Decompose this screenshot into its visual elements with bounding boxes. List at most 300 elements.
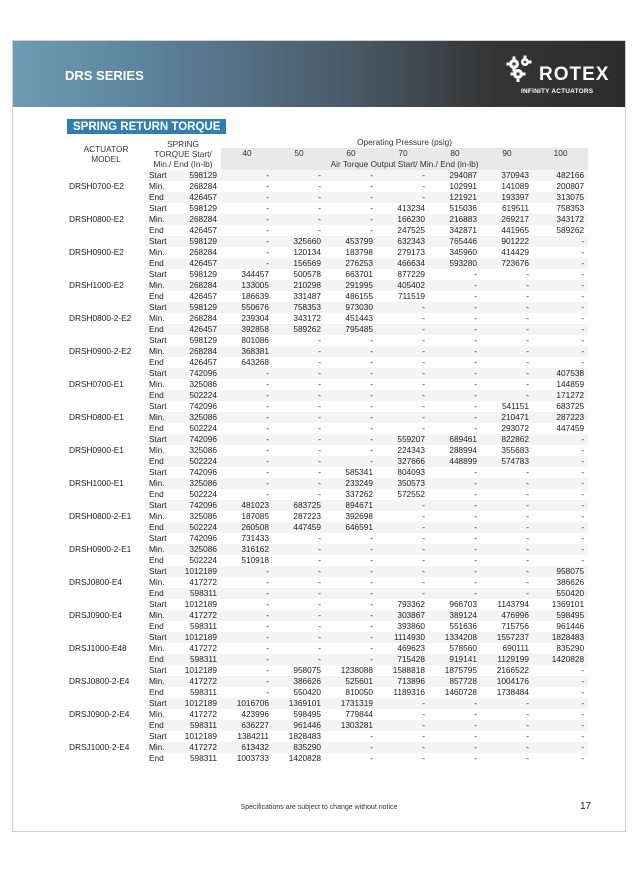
table-row [67, 610, 588, 621]
air-torque-value: - [481, 390, 533, 401]
air-torque-value: 407538 [533, 368, 588, 379]
air-torque-value: - [533, 434, 588, 445]
air-torque-value: - [377, 401, 429, 412]
spring-torque-value: 1012189 [182, 566, 221, 577]
rotex-logo [501, 55, 610, 99]
air-torque-value: - [533, 346, 588, 357]
air-torque-value: - [273, 335, 325, 346]
page-panel [12, 40, 626, 832]
air-torque-value: 1189316 [377, 687, 429, 698]
torque-point-label: Start [145, 599, 182, 610]
air-torque-value: - [533, 489, 588, 500]
spring-torque-value: 325086 [182, 511, 221, 522]
air-torque-value: 291995 [325, 280, 377, 291]
air-torque-value: - [533, 511, 588, 522]
footer-note: Specifications are subject to change without notice [240, 804, 398, 811]
air-torque-value: - [429, 467, 481, 478]
air-torque-value: - [377, 544, 429, 555]
air-torque-value: - [325, 170, 377, 181]
air-torque-value: - [429, 489, 481, 500]
air-torque-value: - [533, 731, 588, 742]
air-torque-value: 342871 [429, 225, 481, 236]
air-torque-value: - [273, 390, 325, 401]
model-name: DRSJ0800-2-E4 [67, 665, 145, 698]
table-row [67, 324, 588, 335]
air-torque-value: - [325, 753, 377, 764]
air-torque-value: 632343 [377, 236, 429, 247]
torque-point-label: End [145, 390, 182, 401]
table-row [67, 522, 588, 533]
air-torque-value: 447459 [533, 423, 588, 434]
air-torque-value: - [481, 280, 533, 291]
air-torque-value: - [273, 599, 325, 610]
air-torque-value: 193397 [481, 192, 533, 203]
spring-torque-value: 426457 [182, 324, 221, 335]
spring-torque-value: 268284 [182, 214, 221, 225]
air-torque-value: - [273, 434, 325, 445]
air-torque-value: - [325, 225, 377, 236]
air-torque-value: 643268 [221, 357, 273, 368]
air-torque-value: - [221, 258, 273, 269]
air-torque-value: - [377, 698, 429, 709]
air-torque-value: 1588818 [377, 665, 429, 676]
air-torque-value: 961446 [273, 720, 325, 731]
air-torque-value: - [481, 500, 533, 511]
air-torque-value: - [377, 368, 429, 379]
air-torque-value: - [273, 643, 325, 654]
spring-torque-value: 502224 [182, 456, 221, 467]
air-torque-value: - [429, 742, 481, 753]
air-torque-value: - [429, 522, 481, 533]
air-torque-value: - [325, 357, 377, 368]
air-torque-value: - [377, 588, 429, 599]
air-torque-value: - [325, 181, 377, 192]
air-torque-value: 343172 [273, 313, 325, 324]
air-torque-value: - [533, 456, 588, 467]
table-row [67, 346, 588, 357]
torque-point-label: End [145, 555, 182, 566]
air-torque-value: - [533, 709, 588, 720]
torque-point-label: Min. [145, 544, 182, 555]
spring-torque-value: 598311 [182, 654, 221, 665]
air-torque-value: - [481, 577, 533, 588]
air-torque-value: - [533, 698, 588, 709]
table-row [67, 709, 588, 720]
torque-point-label: Min. [145, 742, 182, 753]
table-row [67, 577, 588, 588]
air-torque-value: - [221, 412, 273, 423]
air-torque-value: 919141 [429, 654, 481, 665]
air-torque-value: 572552 [377, 489, 429, 500]
torque-point-label: End [145, 588, 182, 599]
air-torque-value: - [481, 346, 533, 357]
air-torque-value: 133005 [221, 280, 273, 291]
air-torque-value: 550676 [221, 302, 273, 313]
spring-torque-value: 417272 [182, 643, 221, 654]
air-torque-value: 1738484 [481, 687, 533, 698]
air-torque-value: 619511 [481, 203, 533, 214]
spring-torque-value: 1012189 [182, 665, 221, 676]
air-torque-value: 758353 [533, 203, 588, 214]
air-torque-value: 589262 [533, 225, 588, 236]
torque-point-label: Min. [145, 214, 182, 225]
air-torque-value: 1828483 [533, 632, 588, 643]
torque-point-label: Min. [145, 412, 182, 423]
spring-torque-value: 268284 [182, 247, 221, 258]
air-torque-value: - [377, 742, 429, 753]
air-torque-value: 683725 [273, 500, 325, 511]
table-row [67, 566, 588, 577]
table-row [67, 379, 588, 390]
torque-point-label: Start [145, 368, 182, 379]
air-torque-value: - [533, 544, 588, 555]
air-torque-value: 476996 [481, 610, 533, 621]
air-torque-value: - [377, 412, 429, 423]
air-torque-value: 247525 [377, 225, 429, 236]
air-torque-value: - [273, 456, 325, 467]
torque-point-label: Min. [145, 181, 182, 192]
air-torque-value: - [533, 676, 588, 687]
air-torque-value: - [325, 423, 377, 434]
table-row [67, 434, 588, 445]
air-torque-value: 343172 [533, 214, 588, 225]
spring-torque-value: 502224 [182, 489, 221, 500]
spring-torque-value: 502224 [182, 423, 221, 434]
air-torque-value: 510918 [221, 555, 273, 566]
spring-torque-value: 268284 [182, 181, 221, 192]
air-torque-value: - [273, 368, 325, 379]
air-torque-value: 715428 [377, 654, 429, 665]
air-torque-value: - [429, 720, 481, 731]
pressure-header: Operating Pressure (psig) [357, 137, 453, 147]
air-torque-value: 293072 [481, 423, 533, 434]
air-torque-value: 414429 [481, 247, 533, 258]
air-torque-value: - [325, 412, 377, 423]
air-torque-value: 469623 [377, 643, 429, 654]
air-torque-value: - [481, 522, 533, 533]
spring-torque-value: 1012189 [182, 632, 221, 643]
torque-point-label: Start [145, 269, 182, 280]
air-torque-value: - [533, 555, 588, 566]
air-torque-value: 690111 [481, 643, 533, 654]
air-torque-value: 156569 [273, 258, 325, 269]
air-torque-value: 482166 [533, 170, 588, 181]
torque-point-label: Min. [145, 247, 182, 258]
air-torque-value: - [377, 423, 429, 434]
torque-point-label: Start [145, 203, 182, 214]
air-torque-value: 1420828 [533, 654, 588, 665]
air-torque-value: - [377, 522, 429, 533]
air-torque-value: - [429, 709, 481, 720]
air-torque-value: - [273, 566, 325, 577]
air-torque-value: 541151 [481, 401, 533, 412]
air-torque-value: - [221, 379, 273, 390]
spring-torque-value: 742096 [182, 401, 221, 412]
model-name: DRSJ1000-2-E4 [67, 731, 145, 764]
model-name: DRSH0900-2-E2 [67, 335, 145, 368]
spring-torque-value: 742096 [182, 434, 221, 445]
spring-torque-value: 1012189 [182, 731, 221, 742]
air-torque-value: 441965 [481, 225, 533, 236]
air-torque-value: - [533, 258, 588, 269]
air-torque-value: - [481, 555, 533, 566]
torque-point-label: End [145, 456, 182, 467]
air-torque-value: 287223 [533, 412, 588, 423]
air-torque-value: - [325, 214, 377, 225]
air-torque-value: - [273, 379, 325, 390]
torque-point-label: Min. [145, 643, 182, 654]
air-torque-value: 574783 [481, 456, 533, 467]
air-torque-value: - [325, 599, 377, 610]
table-row [67, 170, 588, 181]
air-torque-value: - [325, 434, 377, 445]
air-torque-value: - [221, 632, 273, 643]
table-row [67, 456, 588, 467]
air-torque-value: - [533, 467, 588, 478]
air-torque-value: 765446 [429, 236, 481, 247]
spring-torque-value: 1012189 [182, 698, 221, 709]
table-row [67, 632, 588, 643]
air-torque-value: - [325, 445, 377, 456]
table-row [67, 280, 588, 291]
air-torque-value: - [533, 357, 588, 368]
air-torque-value: - [481, 302, 533, 313]
spring-torque-value: 598311 [182, 621, 221, 632]
torque-point-label: End [145, 654, 182, 665]
table-row [67, 665, 588, 676]
table-row [67, 698, 588, 709]
torque-point-label: Start [145, 731, 182, 742]
air-torque-value: - [481, 313, 533, 324]
air-torque-value: - [533, 324, 588, 335]
spring-torque-value: 268284 [182, 313, 221, 324]
table-row [67, 643, 588, 654]
air-torque-value: - [273, 214, 325, 225]
air-torque-value: - [533, 335, 588, 346]
air-torque-value: 370943 [481, 170, 533, 181]
air-torque-value: - [273, 467, 325, 478]
table-row [67, 511, 588, 522]
air-torque-value: 200807 [533, 181, 588, 192]
air-torque-value: - [429, 401, 481, 412]
air-torque-value: - [273, 170, 325, 181]
air-torque-value: - [481, 566, 533, 577]
air-torque-value: 313075 [533, 192, 588, 203]
table-row [67, 500, 588, 511]
air-torque-value: - [273, 654, 325, 665]
table-row [67, 401, 588, 412]
spring-torque-value: 268284 [182, 280, 221, 291]
air-torque-value: - [377, 566, 429, 577]
spring-torque-value: 742096 [182, 500, 221, 511]
air-torque-value: - [481, 720, 533, 731]
table-row [67, 467, 588, 478]
air-torque-value: 758353 [273, 302, 325, 313]
table-row [67, 357, 588, 368]
torque-point-label: Start [145, 434, 182, 445]
air-torque-value: 1828483 [273, 731, 325, 742]
torque-point-label: Start [145, 632, 182, 643]
spring-torque-value: 742096 [182, 368, 221, 379]
air-torque-value: 550420 [533, 588, 588, 599]
air-torque-value: 102991 [429, 181, 481, 192]
air-torque-value: - [533, 665, 588, 676]
air-torque-value: 141089 [481, 181, 533, 192]
air-torque-value: - [377, 709, 429, 720]
air-torque-value: 120134 [273, 247, 325, 258]
air-torque-value: - [481, 368, 533, 379]
table-row [67, 225, 588, 236]
table-body [67, 170, 588, 764]
air-torque-value: - [377, 577, 429, 588]
air-torque-value: - [273, 192, 325, 203]
air-torque-value: - [377, 379, 429, 390]
air-torque-value: - [377, 533, 429, 544]
air-torque-value: - [533, 720, 588, 731]
air-torque-value: - [377, 192, 429, 203]
air-torque-value: 793362 [377, 599, 429, 610]
output-header: Air Torque Output Start/ Min./ End (in-lb) [221, 159, 588, 170]
air-torque-value: 1303281 [325, 720, 377, 731]
air-torque-value: - [273, 445, 325, 456]
table-row [67, 181, 588, 192]
air-torque-value: 1334208 [429, 632, 481, 643]
table-row [67, 247, 588, 258]
air-torque-value: 210471 [481, 412, 533, 423]
air-torque-value: - [325, 621, 377, 632]
air-torque-value: - [221, 665, 273, 676]
air-torque-value: - [325, 192, 377, 203]
model-name: DRSH0900-E2 [67, 236, 145, 269]
air-torque-value: - [429, 423, 481, 434]
air-torque-value: - [429, 588, 481, 599]
air-torque-value: 801086 [221, 335, 273, 346]
spring-torque-value: 598129 [182, 236, 221, 247]
torque-point-label: End [145, 225, 182, 236]
spring-torque-column-header: SPRING TORQUE Start/ Min./ End (In-lb) [153, 138, 213, 169]
air-torque-value: 598495 [533, 610, 588, 621]
air-torque-value: 1143794 [481, 599, 533, 610]
table-row [67, 742, 588, 753]
air-torque-value: - [429, 500, 481, 511]
air-torque-value: - [325, 742, 377, 753]
air-torque-value: - [221, 247, 273, 258]
air-torque-value: - [481, 511, 533, 522]
air-torque-value: - [429, 511, 481, 522]
air-torque-value: 303867 [377, 610, 429, 621]
air-torque-value: 350573 [377, 478, 429, 489]
air-torque-value: 453799 [325, 236, 377, 247]
air-torque-value: - [325, 401, 377, 412]
air-torque-value: 525601 [325, 676, 377, 687]
air-torque-value: 1004176 [481, 676, 533, 687]
table-row [67, 335, 588, 346]
air-torque-value: - [481, 379, 533, 390]
air-torque-value: - [533, 522, 588, 533]
air-torque-value: 723676 [481, 258, 533, 269]
air-torque-value: - [481, 357, 533, 368]
table-row [67, 588, 588, 599]
air-torque-value: - [325, 368, 377, 379]
model-name: DRSJ0800-E4 [67, 566, 145, 599]
air-torque-value: - [377, 324, 429, 335]
air-torque-value: - [377, 390, 429, 401]
torque-point-label: End [145, 357, 182, 368]
air-torque-value: 413234 [377, 203, 429, 214]
spring-torque-value: 325086 [182, 379, 221, 390]
air-torque-value: - [481, 291, 533, 302]
torque-point-label: Min. [145, 709, 182, 720]
air-torque-value: - [429, 269, 481, 280]
air-torque-value: - [377, 720, 429, 731]
air-torque-value: 233249 [325, 478, 377, 489]
air-torque-value: - [273, 225, 325, 236]
air-torque-value: 1369101 [273, 698, 325, 709]
air-torque-value: 804093 [377, 467, 429, 478]
air-torque-value: - [221, 192, 273, 203]
air-torque-value: 550420 [273, 687, 325, 698]
torque-point-label: Min. [145, 379, 182, 390]
model-name: DRSH0800-2-E1 [67, 500, 145, 533]
spring-torque-value: 417272 [182, 676, 221, 687]
air-torque-value: - [221, 588, 273, 599]
air-torque-value: - [221, 401, 273, 412]
air-torque-value: - [377, 753, 429, 764]
air-torque-value: - [221, 489, 273, 500]
air-torque-value: - [325, 654, 377, 665]
air-torque-value: - [221, 203, 273, 214]
spring-torque-value: 598129 [182, 170, 221, 181]
air-torque-value: 515036 [429, 203, 481, 214]
model-name: DRSH0900-E1 [67, 434, 145, 467]
torque-point-label: Start [145, 665, 182, 676]
air-torque-value: 279173 [377, 247, 429, 258]
air-torque-value: 613432 [221, 742, 273, 753]
torque-point-label: Min. [145, 577, 182, 588]
air-torque-value: - [429, 566, 481, 577]
table-row [67, 654, 588, 665]
air-torque-value: - [273, 478, 325, 489]
air-torque-value: 1875795 [429, 665, 481, 676]
table-row [67, 489, 588, 500]
air-torque-value: - [429, 357, 481, 368]
torque-point-label: End [145, 324, 182, 335]
table-row [67, 753, 588, 764]
air-torque-value: - [273, 357, 325, 368]
torque-point-label: Start [145, 401, 182, 412]
air-torque-value: - [273, 544, 325, 555]
air-torque-value: 260508 [221, 522, 273, 533]
air-torque-value: - [481, 467, 533, 478]
air-torque-value: - [533, 280, 588, 291]
air-torque-value: - [325, 566, 377, 577]
table-row [67, 621, 588, 632]
air-torque-value: 386626 [273, 676, 325, 687]
air-torque-value: - [273, 346, 325, 357]
spring-torque-value: 325086 [182, 412, 221, 423]
model-name: DRSH1000-E1 [67, 467, 145, 500]
table-row [67, 533, 588, 544]
spring-torque-value: 598129 [182, 269, 221, 280]
air-torque-value: 447459 [273, 522, 325, 533]
table-row [67, 269, 588, 280]
torque-point-label: End [145, 489, 182, 500]
table-row [67, 412, 588, 423]
air-torque-value: - [533, 500, 588, 511]
table-row [67, 313, 588, 324]
table-row [67, 203, 588, 214]
air-torque-value: - [325, 544, 377, 555]
